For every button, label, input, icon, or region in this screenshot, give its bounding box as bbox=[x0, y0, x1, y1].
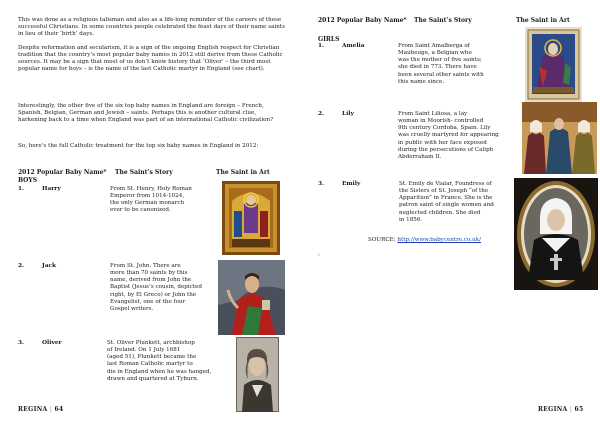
baby-name-oliver: Oliver bbox=[42, 340, 62, 346]
saint-story-oliver: St. Oliver Plunkett, archbishop of Ireland. On 1 July 1681 (aged 51), Plunkett became the last Roman Catholic martyr to die in England when he was hanged, drawn and quartered at Tyburn. bbox=[107, 340, 212, 382]
entry-number: 2. bbox=[318, 111, 325, 117]
table-header-name: 2012 Popular Baby Name* bbox=[18, 169, 107, 176]
saint-oliver-plunkett-portrait bbox=[236, 337, 279, 412]
baby-name-harry: Harry bbox=[42, 186, 61, 192]
baby-name-amelia: Amelia bbox=[342, 43, 365, 49]
table-header-name: 2012 Popular Baby Name* bbox=[318, 17, 407, 24]
footer-page-number: 65 bbox=[574, 406, 584, 413]
group-label-girls: GIRLS bbox=[318, 36, 340, 43]
entry-number: 1. bbox=[318, 43, 325, 49]
footer-magazine: REGINA bbox=[18, 406, 48, 413]
table-header-art: The Saint in Art bbox=[516, 17, 570, 24]
saint-story-emily: St. Emily de Vialar, Foundress of the Sisters of St. Joseph “of the Apparition” in France. She is the patron saint of single women and neglected children. She died in 1856. bbox=[399, 181, 494, 223]
saint-liliosa-painting bbox=[522, 102, 597, 174]
entry-number: 1. bbox=[18, 186, 25, 192]
group-label-boys: BOYS bbox=[18, 177, 38, 184]
saint-story-jack: From St. John. There are more than 70 saints by this name, derived from John the Baptist (Jesus’s cousin, depicted right, by El Greco) or John the Evangelist, one of the four Gospel writers. bbox=[110, 263, 202, 312]
baby-name-emily: Emily bbox=[342, 181, 361, 187]
footer-divider: | bbox=[49, 406, 53, 413]
entry-number: 3. bbox=[18, 340, 25, 346]
footer-right bbox=[538, 406, 584, 413]
footer-divider: | bbox=[569, 406, 573, 413]
entry-number: 2. bbox=[18, 263, 25, 269]
saint-henry-painting bbox=[222, 181, 280, 255]
table-header-art: The Saint in Art bbox=[216, 169, 270, 176]
footer-magazine: REGINA bbox=[538, 406, 568, 413]
table-header-story: The Saint’s Story bbox=[115, 169, 173, 176]
source-line bbox=[368, 237, 481, 243]
footer-left bbox=[18, 406, 64, 413]
intro-paragraph-3: Interestingly, the other five of the six top baby names in England are foreign – French, Spanish, Belgian, German and Jewish – saints. Perhaps this is another cultural clue, harkening back to a time when England was part of an international Catholic civilization? bbox=[18, 103, 274, 124]
baby-name-lily: Lily bbox=[342, 111, 354, 117]
right-page bbox=[300, 0, 600, 424]
intro-paragraph-4: So, here’s the full Catholic treatment for the top six baby names in England in 2012: bbox=[18, 143, 259, 149]
footnote-mark: : bbox=[318, 252, 320, 258]
saint-emily-de-vialar-portrait bbox=[514, 178, 598, 290]
saint-amalberga-manuscript bbox=[525, 27, 582, 102]
saint-story-amelia: From Saint Amalberga of Maubeuge, a Belgian who was the mother of five saints; she died in 773. There have been several other saints with this name since. bbox=[398, 43, 484, 85]
saint-story-lily: From Saint Liliosa, a lay woman in Moorish- controlled 9th century Cordoba, Spain. Lily was cruelly martyred for appearing in public with her face exposed during the persecutions of Caliph Abderraham II. bbox=[398, 111, 499, 160]
source-label: SOURCE: bbox=[368, 237, 396, 243]
table-header-story: The Saint’s Story bbox=[414, 17, 472, 24]
baby-name-jack: Jack bbox=[42, 263, 57, 269]
footer-page-number: 64 bbox=[54, 406, 64, 413]
intro-paragraph-1: This was done as a religious talisman and also as a life-long reminder of the careers of these successful Christians. In some countries people celebrated the feast days of their name saints in lieu of their ‘birth’ days. bbox=[18, 17, 285, 38]
source-link[interactable]: http://www.babycentre.co.uk/ bbox=[397, 237, 481, 243]
saint-story-harry: From St. Henry, Holy Roman Emperor from 1014-1024, the only German monarch ever to be canonized. bbox=[110, 186, 192, 214]
entry-number: 3. bbox=[318, 181, 325, 187]
intro-paragraph-2: Despite reformation and secularism, it is a sign of the ongoing English respect for Christian tradition that the country’s most popular baby names in 2012 still derive from these Catholic sources. It may be a sign that most of us don’t know history that ‘Oliver’ – the third most popular name for boys – is the name of the last Catholic martyr in England (see chart). bbox=[18, 45, 283, 73]
saint-john-el-greco-painting bbox=[218, 260, 285, 335]
